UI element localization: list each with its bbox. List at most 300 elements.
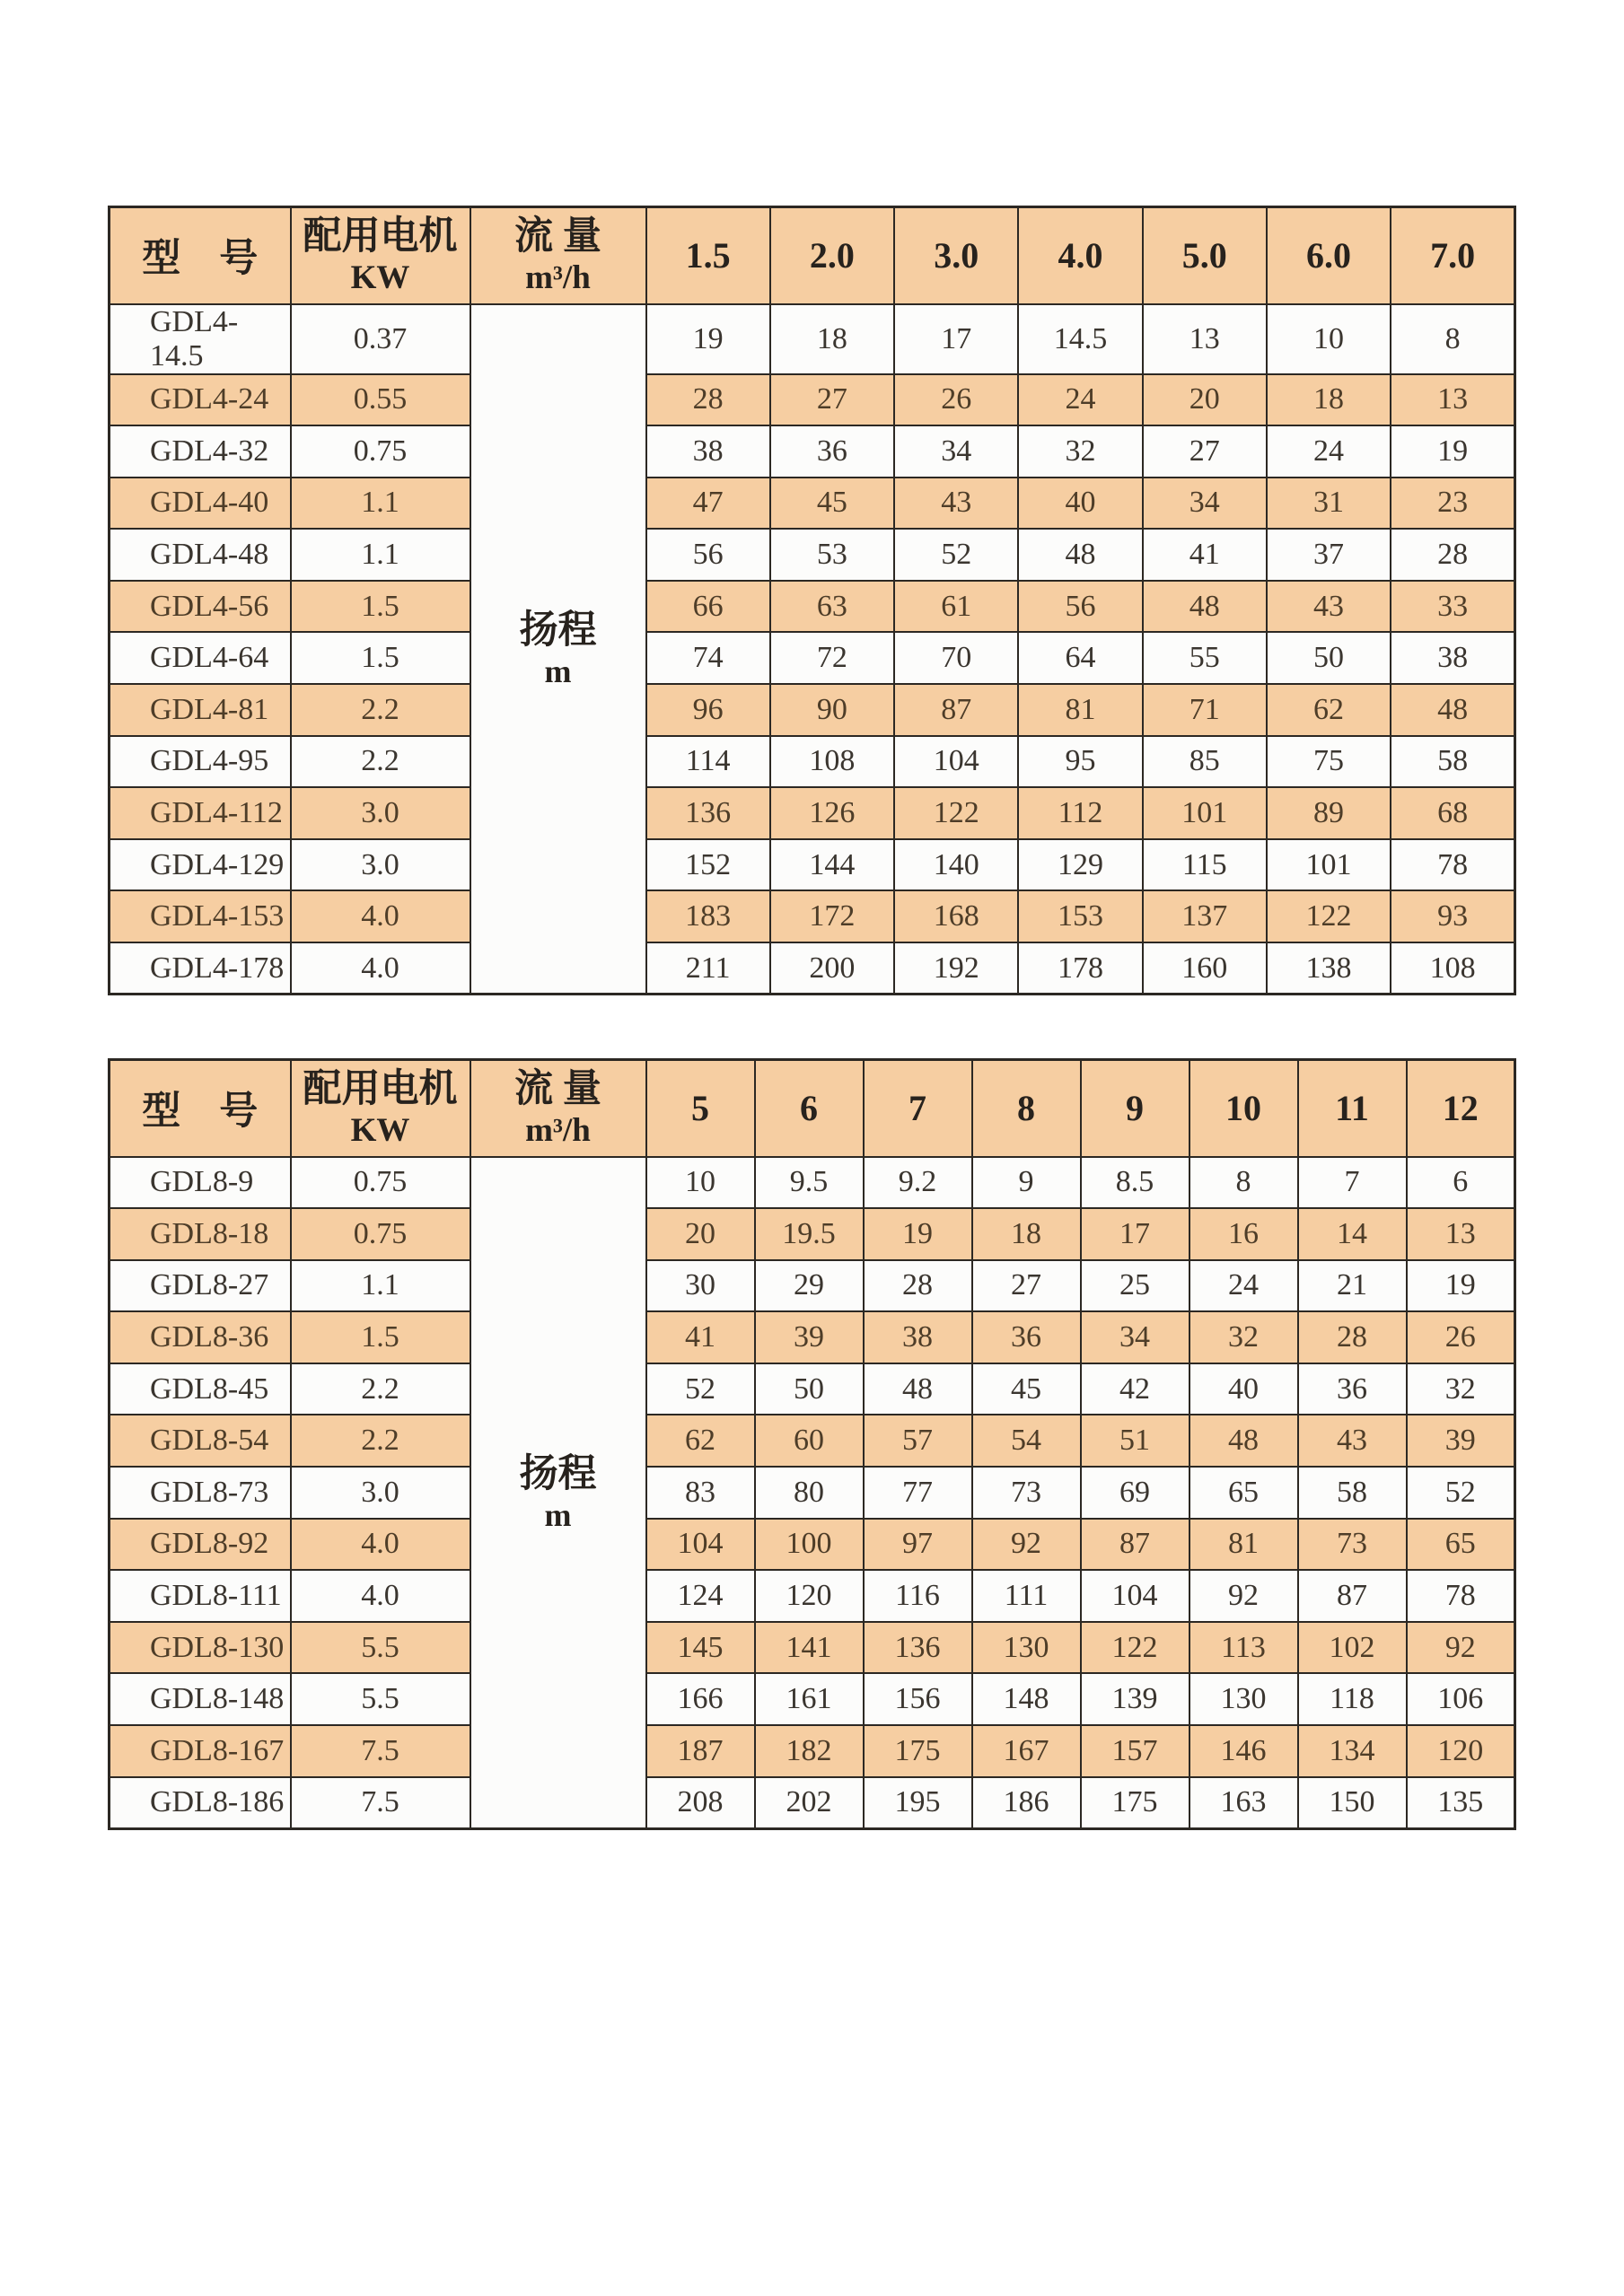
head-value-cell: 102 [1298,1622,1407,1674]
head-value-cell: 6 [1407,1157,1515,1209]
head-value-cell: 43 [1267,581,1391,633]
head-value-cell: 27 [770,374,894,426]
head-value-cell: 48 [1143,581,1267,633]
head-label: 扬程 [519,1453,597,1496]
head-value-cell: 8 [1189,1157,1298,1209]
motor-kw-cell: 0.75 [291,425,470,478]
head-value-cell: 28 [646,374,770,426]
head-value-cell: 26 [1407,1311,1515,1363]
spec-table [108,206,1516,995]
head-value-cell: 156 [864,1673,972,1725]
head-value-cell: 68 [1391,787,1514,839]
head-value-cell: 70 [894,632,1018,684]
head-value-cell: 141 [755,1622,864,1674]
table-row [110,1777,1515,1829]
motor-kw-cell: 4.0 [291,1519,470,1571]
table-row [110,425,1515,478]
head-value-cell: 61 [894,581,1018,633]
flow-rate-header-label: 流 量 [514,1068,601,1111]
flow-rate-value-header: 3.0 [894,207,1018,304]
head-value-cell: 95 [1018,736,1142,788]
table-row [110,736,1515,788]
motor-kw-cell: 3.0 [291,787,470,839]
model-cell: GDL8-92 [110,1519,291,1571]
model-cell: GDL8-54 [110,1415,291,1467]
head-value-cell: 140 [894,839,1018,891]
head-value-cell: 153 [1018,890,1142,942]
head-value-cell: 42 [1081,1363,1189,1415]
head-value-cell: 36 [972,1311,1081,1363]
head-value-cell: 62 [646,1415,755,1467]
head-value-cell: 57 [864,1415,972,1467]
head-value-cell: 45 [770,478,894,530]
head-value-cell: 146 [1189,1725,1298,1777]
head-value-cell: 36 [1298,1363,1407,1415]
head-value-cell: 111 [972,1570,1081,1622]
head-value-cell: 62 [1267,684,1391,736]
head-value-cell: 9.5 [755,1157,864,1209]
flow-rate-value-header: 7.0 [1391,207,1514,304]
flow-rate-value-header: 1.5 [646,207,770,304]
head-value-cell: 19 [646,304,770,374]
head-value-cell: 161 [755,1673,864,1725]
flow-rate-value-header: 6 [755,1060,864,1157]
head-value-cell: 9.2 [864,1157,972,1209]
model-cell: GDL4-81 [110,684,291,736]
head-value-cell: 48 [864,1363,972,1415]
model-cell: GDL8-27 [110,1260,291,1312]
motor-kw-cell: 3.0 [291,1467,470,1519]
head-value-cell: 195 [864,1777,972,1829]
head-value-cell: 34 [894,425,1018,478]
head-value-cell: 18 [770,304,894,374]
head-value-cell: 18 [972,1208,1081,1260]
head-value-cell: 52 [646,1363,755,1415]
table-row [110,1363,1515,1415]
model-cell: GDL4-129 [110,839,291,891]
head-value-cell: 8.5 [1081,1157,1189,1209]
model-cell: GDL4-40 [110,478,291,530]
model-cell: GDL8-167 [110,1725,291,1777]
flow-rate-value-header: 5.0 [1143,207,1267,304]
flow-rate-value-header: 8 [972,1060,1081,1157]
head-value-cell: 32 [1189,1311,1298,1363]
head-value-cell: 48 [1391,684,1514,736]
head-value-cell: 30 [646,1260,755,1312]
table-row [110,1311,1515,1363]
model-cell: GDL8-45 [110,1363,291,1415]
head-value-cell: 40 [1189,1363,1298,1415]
head-value-cell: 52 [1407,1467,1515,1519]
motor-kw-cell: 2.2 [291,1415,470,1467]
head-value-cell: 104 [894,736,1018,788]
head-value-cell: 139 [1081,1673,1189,1725]
flow-rate-header-unit: m³/h [525,259,591,296]
flow-rate-header-unit: m³/h [525,1111,591,1149]
head-value-cell: 63 [770,581,894,633]
head-value-cell: 28 [864,1260,972,1312]
head-value-cell: 92 [972,1519,1081,1571]
flow-rate-header [470,207,646,304]
head-value-cell: 41 [646,1311,755,1363]
motor-kw-cell: 4.0 [291,1570,470,1622]
head-value-cell: 72 [770,632,894,684]
head-value-cell: 25 [1081,1260,1189,1312]
head-value-cell: 122 [1267,890,1391,942]
head-value-cell: 211 [646,942,770,995]
head-value-cell: 24 [1018,374,1142,426]
table-row [110,1570,1515,1622]
head-value-cell: 43 [1298,1415,1407,1467]
table-body [110,304,1515,995]
motor-kw-cell: 1.5 [291,1311,470,1363]
head-value-cell: 10 [1267,304,1391,374]
motor-kw-cell: 5.5 [291,1622,470,1674]
head-value-cell: 54 [972,1415,1081,1467]
head-value-cell: 41 [1143,529,1267,581]
head-value-cell: 97 [864,1519,972,1571]
gdl8-pump-spec-table [108,1058,1516,1830]
head-value-cell: 175 [864,1725,972,1777]
head-label: 扬程 [519,609,597,653]
head-value-cell: 122 [1081,1622,1189,1674]
head-value-cell: 115 [1143,839,1267,891]
head-value-cell: 100 [755,1519,864,1571]
head-value-cell: 81 [1018,684,1142,736]
model-cell: GDL4-48 [110,529,291,581]
head-value-cell: 163 [1189,1777,1298,1829]
head-value-cell: 21 [1298,1260,1407,1312]
flow-rate-value-header: 7 [864,1060,972,1157]
head-value-cell: 50 [1267,632,1391,684]
head-value-cell: 136 [864,1622,972,1674]
head-value-cell: 129 [1018,839,1142,891]
head-value-cell: 116 [864,1570,972,1622]
head-value-cell: 33 [1391,581,1514,633]
motor-kw-cell: 1.1 [291,478,470,530]
head-value-cell: 38 [1391,632,1514,684]
head-value-cell: 29 [755,1260,864,1312]
head-value-cell: 186 [972,1777,1081,1829]
head-value-cell: 122 [894,787,1018,839]
head-value-cell: 104 [646,1519,755,1571]
head-value-cell: 58 [1298,1467,1407,1519]
table-row [110,374,1515,426]
model-cell: GDL8-9 [110,1157,291,1209]
head-value-cell: 135 [1407,1777,1515,1829]
head-value-cell: 9 [972,1157,1081,1209]
model-cell: GDL4-112 [110,787,291,839]
head-value-cell: 172 [770,890,894,942]
head-value-cell: 81 [1189,1519,1298,1571]
head-value-cell: 69 [1081,1467,1189,1519]
table-body [110,1157,1515,1829]
flow-rate-value-header: 2.0 [770,207,894,304]
motor-kw-cell: 1.5 [291,632,470,684]
head-value-cell: 47 [646,478,770,530]
head-value-cell: 202 [755,1777,864,1829]
head-value-cell: 40 [1018,478,1142,530]
head-value-cell: 18 [1267,374,1391,426]
head-value-cell: 101 [1143,787,1267,839]
model-header: 型 号 [110,207,291,304]
table-row [110,1208,1515,1260]
head-value-cell: 31 [1267,478,1391,530]
head-value-cell: 108 [770,736,894,788]
head-value-cell: 112 [1018,787,1142,839]
head-value-cell: 28 [1298,1311,1407,1363]
head-value-cell: 157 [1081,1725,1189,1777]
flow-rate-value-header: 9 [1081,1060,1189,1157]
motor-power-header-label: 配用电机 [303,215,458,259]
gdl4-pump-spec-table [108,206,1516,995]
head-value-cell: 152 [646,839,770,891]
head-value-cell: 73 [1298,1519,1407,1571]
head-value-cell: 85 [1143,736,1267,788]
head-value-cell: 183 [646,890,770,942]
head-value-cell: 17 [894,304,1018,374]
head-value-cell: 65 [1189,1467,1298,1519]
head-value-cell: 73 [972,1467,1081,1519]
table-row [110,787,1515,839]
head-value-cell: 17 [1081,1208,1189,1260]
model-cell: GDL8-130 [110,1622,291,1674]
motor-kw-cell: 4.0 [291,890,470,942]
header-row [110,207,1515,304]
head-value-cell: 87 [894,684,1018,736]
motor-kw-cell: 0.37 [291,304,470,374]
table-row [110,1260,1515,1312]
head-value-cell: 14.5 [1018,304,1142,374]
head-value-cell: 175 [1081,1777,1189,1829]
head-value-cell: 32 [1018,425,1142,478]
head-unit: m [544,653,572,689]
motor-power-header-unit: KW [350,259,410,296]
model-cell: GDL4-56 [110,581,291,633]
head-value-cell: 78 [1407,1570,1515,1622]
head-value-cell: 92 [1189,1570,1298,1622]
head-value-cell: 8 [1391,304,1514,374]
motor-kw-cell: 1.1 [291,529,470,581]
motor-kw-cell: 2.2 [291,1363,470,1415]
motor-kw-cell: 0.75 [291,1157,470,1209]
head-unit-merged-cell [470,1157,646,1829]
head-value-cell: 43 [894,478,1018,530]
model-cell: GDL8-18 [110,1208,291,1260]
motor-kw-cell: 2.2 [291,736,470,788]
head-value-cell: 160 [1143,942,1267,995]
head-value-cell: 114 [646,736,770,788]
table-row [110,839,1515,891]
motor-kw-cell: 3.0 [291,839,470,891]
flow-rate-value-header: 6.0 [1267,207,1391,304]
head-value-cell: 124 [646,1570,755,1622]
motor-kw-cell: 1.1 [291,1260,470,1312]
head-value-cell: 64 [1018,632,1142,684]
table-row [110,529,1515,581]
head-value-cell: 45 [972,1363,1081,1415]
head-value-cell: 55 [1143,632,1267,684]
table-row [110,942,1515,995]
head-value-cell: 168 [894,890,1018,942]
head-value-cell: 74 [646,632,770,684]
head-value-cell: 87 [1298,1570,1407,1622]
head-value-cell: 78 [1391,839,1514,891]
model-cell: GDL4-178 [110,942,291,995]
head-value-cell: 101 [1267,839,1391,891]
head-value-cell: 27 [972,1260,1081,1312]
motor-kw-cell: 0.55 [291,374,470,426]
motor-power-header-label: 配用电机 [303,1068,458,1111]
head-value-cell: 56 [646,529,770,581]
model-cell: GDL4-153 [110,890,291,942]
head-value-cell: 90 [770,684,894,736]
flow-rate-header-label: 流 量 [514,215,601,259]
head-value-cell: 16 [1189,1208,1298,1260]
head-value-cell: 10 [646,1157,755,1209]
head-value-cell: 48 [1189,1415,1298,1467]
table-row [110,1622,1515,1674]
spec-table [108,1058,1516,1830]
head-value-cell: 13 [1391,374,1514,426]
motor-power-header-unit: KW [350,1111,410,1149]
head-value-cell: 87 [1081,1519,1189,1571]
head-value-cell: 32 [1407,1363,1515,1415]
head-value-cell: 200 [770,942,894,995]
head-value-cell: 120 [755,1570,864,1622]
head-value-cell: 39 [755,1311,864,1363]
flow-rate-value-header: 11 [1298,1060,1407,1157]
head-value-cell: 19 [864,1208,972,1260]
header-row [110,1060,1515,1157]
head-value-cell: 48 [1018,529,1142,581]
head-value-cell: 178 [1018,942,1142,995]
table-row [110,632,1515,684]
head-value-cell: 166 [646,1673,755,1725]
head-value-cell: 39 [1407,1415,1515,1467]
head-value-cell: 145 [646,1622,755,1674]
head-value-cell: 52 [894,529,1018,581]
head-value-cell: 53 [770,529,894,581]
table-row [110,1415,1515,1467]
model-cell: GDL8-111 [110,1570,291,1622]
motor-kw-cell: 7.5 [291,1777,470,1829]
head-value-cell: 182 [755,1725,864,1777]
head-value-cell: 51 [1081,1415,1189,1467]
head-value-cell: 50 [755,1363,864,1415]
head-value-cell: 19 [1407,1260,1515,1312]
head-value-cell: 130 [972,1622,1081,1674]
head-value-cell: 92 [1407,1622,1515,1674]
head-value-cell: 38 [864,1311,972,1363]
head-value-cell: 150 [1298,1777,1407,1829]
head-value-cell: 24 [1267,425,1391,478]
head-value-cell: 20 [646,1208,755,1260]
model-cell: GDL8-148 [110,1673,291,1725]
head-value-cell: 96 [646,684,770,736]
head-value-cell: 66 [646,581,770,633]
table-row [110,478,1515,530]
head-unit-merged-cell [470,304,646,995]
head-value-cell: 19.5 [755,1208,864,1260]
head-value-cell: 137 [1143,890,1267,942]
head-value-cell: 58 [1391,736,1514,788]
head-value-cell: 148 [972,1673,1081,1725]
model-cell: GDL8-36 [110,1311,291,1363]
head-value-cell: 20 [1143,374,1267,426]
head-value-cell: 167 [972,1725,1081,1777]
table-row [110,1519,1515,1571]
motor-kw-cell: 7.5 [291,1725,470,1777]
table-row [110,1725,1515,1777]
head-value-cell: 80 [755,1467,864,1519]
model-cell: GDL4-14.5 [110,304,291,374]
head-value-cell: 34 [1081,1311,1189,1363]
head-value-cell: 118 [1298,1673,1407,1725]
head-value-cell: 120 [1407,1725,1515,1777]
head-value-cell: 113 [1189,1622,1298,1674]
table-row [110,1673,1515,1725]
table-row [110,304,1515,374]
model-cell: GDL8-186 [110,1777,291,1829]
head-value-cell: 19 [1391,425,1514,478]
head-value-cell: 192 [894,942,1018,995]
motor-power-header [291,1060,470,1157]
head-value-cell: 108 [1391,942,1514,995]
head-value-cell: 83 [646,1467,755,1519]
head-unit: m [544,1496,572,1533]
head-value-cell: 208 [646,1777,755,1829]
motor-power-header [291,207,470,304]
flow-rate-value-header: 10 [1189,1060,1298,1157]
model-cell: GDL4-24 [110,374,291,426]
head-value-cell: 23 [1391,478,1514,530]
head-value-cell: 136 [646,787,770,839]
flow-rate-value-header: 4.0 [1018,207,1142,304]
head-value-cell: 38 [646,425,770,478]
head-value-cell: 28 [1391,529,1514,581]
table-row [110,890,1515,942]
model-cell: GDL4-95 [110,736,291,788]
head-value-cell: 104 [1081,1570,1189,1622]
head-value-cell: 13 [1143,304,1267,374]
head-value-cell: 36 [770,425,894,478]
table-row [110,1467,1515,1519]
head-value-cell: 37 [1267,529,1391,581]
table-row [110,581,1515,633]
flow-rate-value-header: 12 [1407,1060,1515,1157]
head-value-cell: 89 [1267,787,1391,839]
table-row [110,1157,1515,1209]
motor-kw-cell: 2.2 [291,684,470,736]
motor-kw-cell: 1.5 [291,581,470,633]
table-row [110,684,1515,736]
head-value-cell: 27 [1143,425,1267,478]
flow-rate-header [470,1060,646,1157]
head-value-cell: 187 [646,1725,755,1777]
flow-rate-value-header: 5 [646,1060,755,1157]
head-value-cell: 56 [1018,581,1142,633]
motor-kw-cell: 4.0 [291,942,470,995]
head-value-cell: 24 [1189,1260,1298,1312]
head-value-cell: 144 [770,839,894,891]
head-value-cell: 7 [1298,1157,1407,1209]
head-value-cell: 126 [770,787,894,839]
model-cell: GDL8-73 [110,1467,291,1519]
head-value-cell: 106 [1407,1673,1515,1725]
head-value-cell: 14 [1298,1208,1407,1260]
head-value-cell: 93 [1391,890,1514,942]
